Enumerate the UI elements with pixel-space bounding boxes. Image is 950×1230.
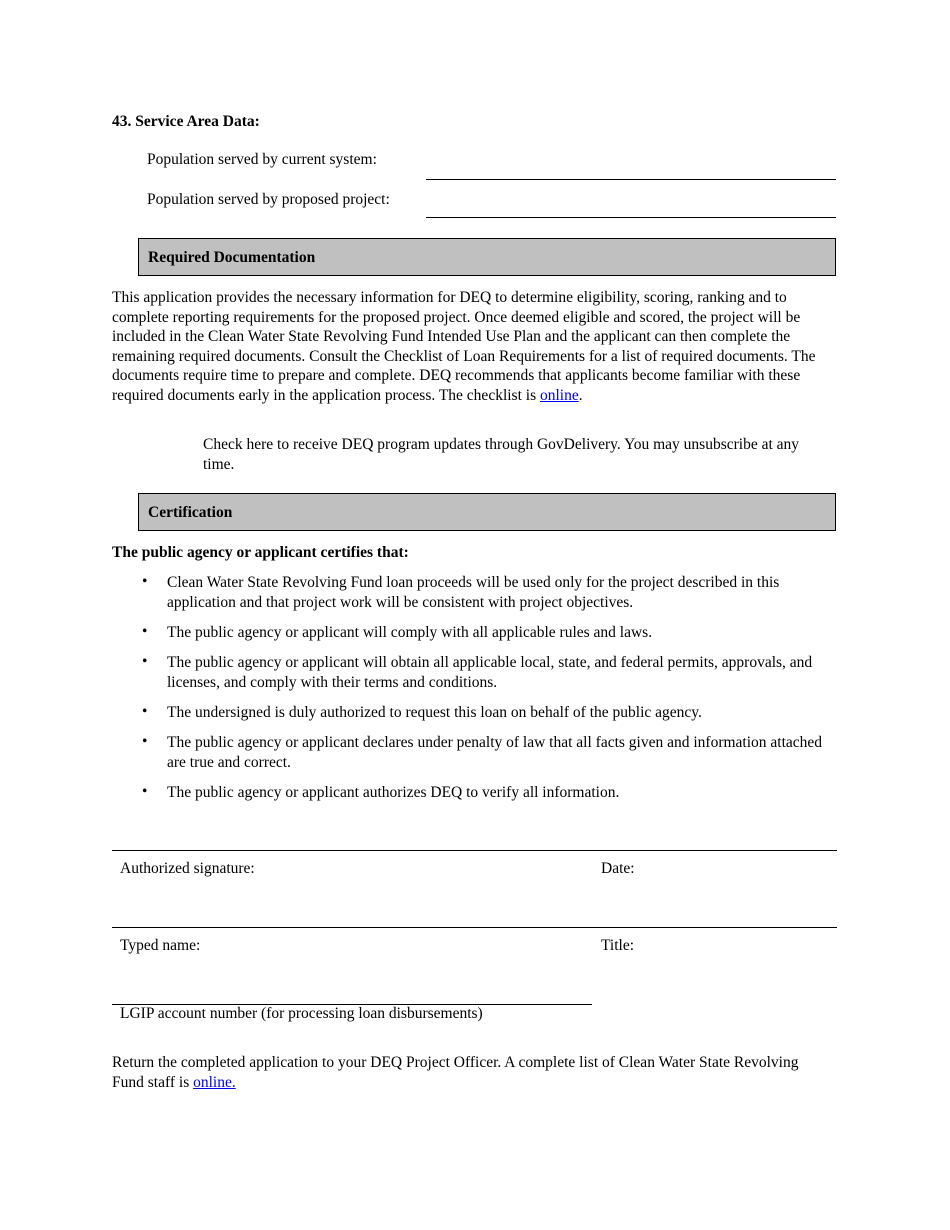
bullet-glyph: •	[142, 653, 148, 670]
certification-intro: The public agency or applicant certifies that:	[112, 544, 409, 561]
bullet-glyph: •	[142, 783, 148, 800]
list-item: The undersigned is duly authorized to request this loan on behalf of the public agency.	[167, 704, 702, 721]
proposed-population-label: Population served by proposed project:	[147, 191, 390, 208]
bullet-glyph: •	[142, 703, 148, 720]
title-label: Title:	[601, 937, 635, 954]
paragraph-end: .	[578, 386, 583, 404]
required-documentation-paragraph	[112, 288, 842, 406]
list-item: Clean Water State Revolving Fund loan proceeds will be used only for the project described in this application and that project work will be consistent with project objectives.	[167, 574, 780, 611]
list-item: The public agency or applicant authorizes DEQ to verify all information.	[167, 784, 620, 801]
govdelivery-checkbox-label[interactable]: Check here to receive DEQ program updates through GovDelivery. You may unsubscribe at any time.	[203, 436, 800, 473]
current-population-label: Population served by current system:	[147, 151, 377, 168]
typed-name-label: Typed name:	[120, 937, 201, 954]
list-item: The public agency or applicant declares under penalty of law that all facts given and information attached are true and correct.	[167, 734, 823, 771]
lgip-account-label: LGIP account number (for processing loan disbursements)	[120, 1005, 483, 1022]
section-heading: 43. Service Area Data:	[112, 113, 260, 130]
signature-middle-rule	[112, 927, 837, 928]
list-item: The public agency or applicant will comply with all applicable rules and laws.	[167, 624, 653, 641]
required-documentation-title: Required Documentation	[148, 249, 316, 266]
required-documentation-text: This application provides the necessary information for DEQ to determine eligibility, scoring, ranking and to complete reporting requirements for the proposed project. Once deemed eligible and scored, the project will be included in the Clean Water State Revolving Fund Intended Use Plan and the applicant can then complete the remaining required documents. Consult the Checklist of Loan Requirements for a list of required documents. The documents require time to prepare and complete. DEQ recommends that applicants become familiar with these required documents early in the application process. The checklist is	[112, 289, 816, 404]
authorized-signature-label: Authorized signature:	[120, 860, 255, 877]
return-instructions-text: Return the completed application to your DEQ Project Officer. A complete list of Clean Water State Revolving Fund staff is	[112, 1054, 799, 1091]
checklist-online-link[interactable]: online	[539, 386, 579, 404]
required-documentation-header	[138, 238, 836, 276]
certification-header	[138, 493, 836, 531]
certification-title: Certification	[148, 504, 233, 521]
signature-top-rule	[112, 850, 837, 851]
bullet-glyph: •	[142, 623, 148, 640]
list-item: The public agency or applicant will obtain all applicable local, state, and federal permits, approvals, and licenses, and comply with their terms and conditions.	[167, 654, 813, 691]
proposed-population-field[interactable]	[426, 190, 836, 218]
current-population-field[interactable]	[426, 151, 836, 180]
bullet-glyph: •	[142, 733, 148, 750]
staff-online-link[interactable]: online.	[193, 1073, 236, 1091]
return-instructions	[112, 1053, 822, 1092]
bullet-glyph: •	[142, 573, 148, 590]
date-label: Date:	[601, 860, 635, 877]
